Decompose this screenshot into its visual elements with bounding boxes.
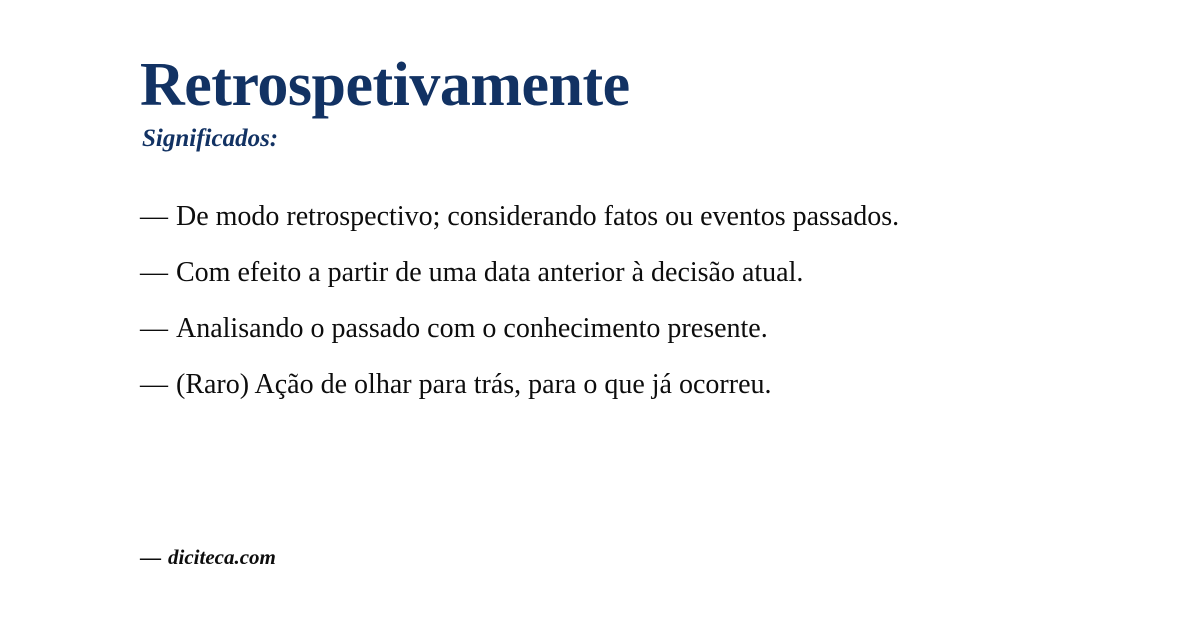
source-label: diciteca.com [168,545,276,569]
list-item [140,367,1060,404]
definition-text: Analisando o passado com o conhecimento presente. [176,313,768,345]
list-item [140,255,1060,292]
em-dash-icon: — [140,313,168,345]
meanings-label: Significados: [142,125,279,153]
em-dash-icon: — [140,369,168,401]
em-dash-icon: — [140,201,168,233]
definition-list [140,199,1060,404]
definition-text: De modo retrospectivo; considerando fatos ou eventos passados. [176,201,900,233]
definition-text: (Raro) Ação de olhar para trás, para o que já ocorreu. [176,369,772,401]
em-dash-icon: — [140,257,168,289]
definition-text: Com efeito a partir de uma data anterior à decisão atual. [176,257,804,289]
page-title: Retrospetivamente [140,51,630,119]
source-attribution [140,545,276,570]
list-item [140,199,1060,236]
en-dash-icon: — [140,545,161,569]
list-item [140,311,1060,348]
